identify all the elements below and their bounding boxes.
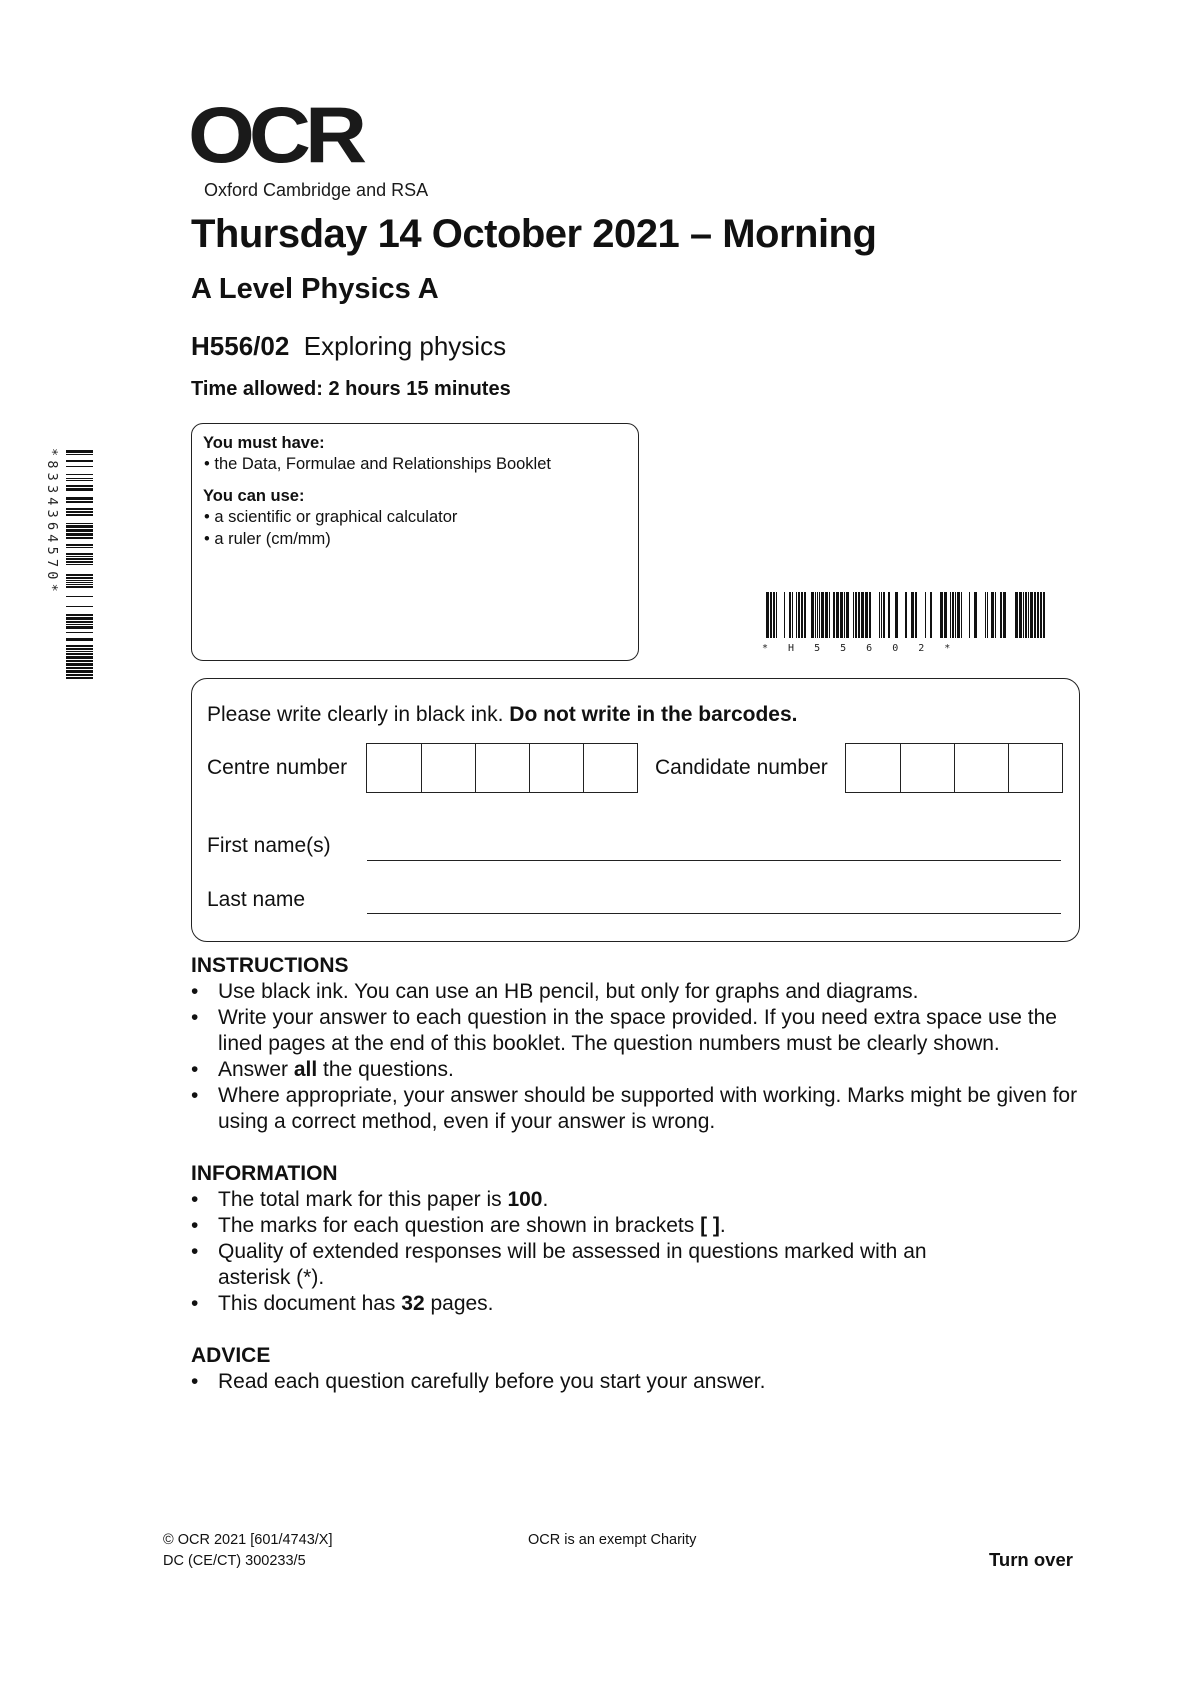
logo-mark: OCR: [188, 91, 362, 180]
information-item: • The marks for each question are shown in brackets [ ].: [191, 1213, 1091, 1239]
digit-cell[interactable]: [900, 744, 954, 792]
digit-cell[interactable]: [1008, 744, 1062, 792]
first-name-line[interactable]: [367, 860, 1061, 861]
paper-line: [191, 331, 506, 362]
equipment-box: [191, 423, 639, 661]
information-item: • Quality of extended responses will be assessed in questions marked with an asterisk (*).: [191, 1239, 938, 1291]
ocr-logo: [188, 91, 429, 201]
instruction-item: • Use black ink. You can use an HB pencil, but only for graphs and diagrams.: [191, 979, 1091, 1005]
information-heading: INFORMATION: [191, 1162, 338, 1185]
left-barcode-bars: [66, 450, 93, 679]
left-barcode-digits: *8334364570*: [44, 448, 60, 596]
logo-subtitle: Oxford Cambridge and RSA: [204, 180, 429, 200]
footer-codes: [163, 1530, 332, 1572]
centre-number-field[interactable]: [366, 743, 638, 793]
first-name-label: First name(s): [207, 834, 331, 857]
instructions-section: [191, 954, 1091, 1135]
last-name-label: Last name: [207, 888, 306, 911]
advice-heading: ADVICE: [191, 1344, 271, 1367]
instruction-item: • Where appropriate, your answer should be supported with working. Marks might be given for using a correct method, even if your answer is wrong.: [191, 1083, 1091, 1135]
can-use-heading: You can use:: [203, 487, 305, 505]
document-code: DC (CE/CT) 300233/5: [163, 1553, 306, 1569]
instructions-heading: INSTRUCTIONS: [191, 954, 349, 977]
can-use-item: • a scientific or graphical calculator: [204, 508, 458, 526]
advice-item: • Read each question carefully before you start your answer.: [191, 1369, 1091, 1395]
centre-number-label: Centre number: [207, 756, 348, 779]
left-barcode: [44, 448, 94, 680]
must-have-heading: You must have:: [203, 434, 325, 452]
ink-instruction: Please write clearly in black ink. Do not write in the barcodes.: [207, 703, 798, 726]
can-use-item: • a ruler (cm/mm): [204, 530, 331, 548]
digit-cell[interactable]: [367, 744, 421, 792]
must-have-item: • the Data, Formulae and Relationships Booklet: [204, 455, 551, 473]
instruction-item: • Answer all the questions.: [191, 1057, 1091, 1083]
paper-code: H556/02: [191, 331, 290, 361]
candidate-number-field[interactable]: [845, 743, 1063, 793]
turn-over: Turn over: [989, 1549, 1073, 1570]
barcode-warning: Do not write in the barcodes.: [509, 703, 798, 726]
exam-date: Thursday 14 October 2021 – Morning: [191, 212, 877, 256]
copyright: © OCR 2021 [601/4743/X]: [163, 1532, 333, 1548]
qualification-title: A Level Physics A: [191, 273, 439, 305]
digit-cell[interactable]: [583, 744, 637, 792]
information-section: [191, 1162, 1091, 1317]
right-barcode-bars: [766, 592, 1045, 638]
last-name-line[interactable]: [367, 913, 1061, 914]
charity-note: OCR is an exempt Charity: [528, 1532, 697, 1548]
digit-cell[interactable]: [846, 744, 900, 792]
time-allowed: Time allowed: 2 hours 15 minutes: [191, 378, 511, 400]
advice-section: [191, 1344, 1091, 1395]
information-item: • This document has 32 pages.: [191, 1291, 1091, 1317]
digit-cell[interactable]: [421, 744, 475, 792]
digit-cell[interactable]: [475, 744, 529, 792]
information-item: • The total mark for this paper is 100.: [191, 1187, 1091, 1213]
instruction-item: • Write your answer to each question in the space provided. If you need extra space use the lined pages at the end of this booklet. The question numbers must be clearly shown.: [191, 1005, 1091, 1057]
digit-cell[interactable]: [529, 744, 583, 792]
candidate-number-label: Candidate number: [655, 756, 828, 779]
right-barcode-digits: * H 5 5 6 0 2 *: [762, 643, 958, 654]
right-barcode: [760, 592, 1047, 654]
digit-cell[interactable]: [954, 744, 1008, 792]
paper-title: Exploring physics: [303, 331, 507, 361]
